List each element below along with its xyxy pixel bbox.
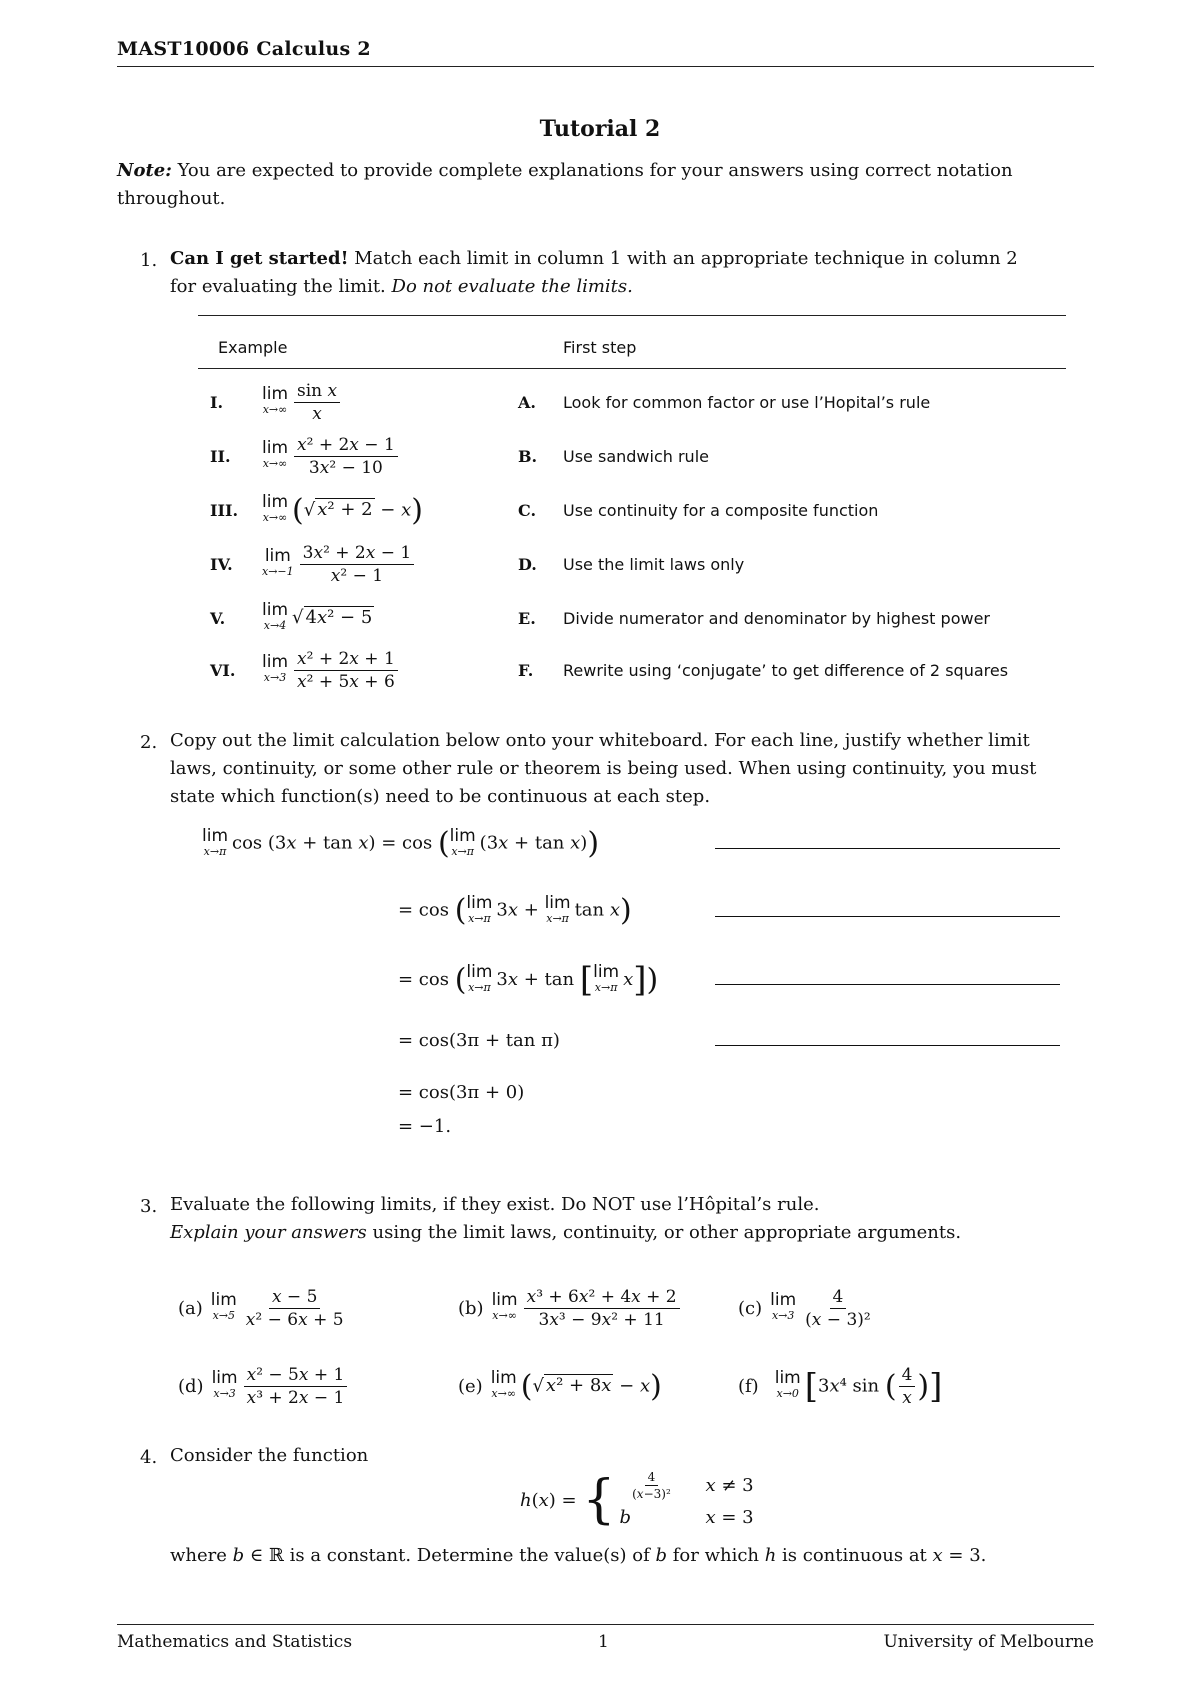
part-label: (f) [738,1375,759,1397]
q3-part-c: (c) lim x→3 $\frac{4}{\text{(x − 3)²}}$ [738,1286,871,1330]
table-header-example: Example [218,338,288,357]
row-roman: VI. [210,660,236,680]
limit-expression: lim x→3 $\frac{\text{x² + 2x + 1}}{\text{x² + 5x + 6}}$ [262,649,400,692]
q1-number: 1. [140,250,158,271]
row-roman: II. [210,446,231,466]
table-row-technique [518,436,709,476]
limit-expression: lim x→−1 $\frac{\text{3x² + 2x − 1}}{\text{x² − 1}}$ [262,543,416,586]
table-row [210,382,342,422]
row-roman: III. [210,500,239,520]
table-row [210,436,400,476]
limit-expression: lim x→4 √ 4x² − 5 [262,600,373,632]
table-top-rule [198,315,1066,316]
justification-blank [715,916,1060,917]
table-row [210,490,423,530]
calc-line-4: = cos(3π + tan π) [398,1030,560,1051]
table-header-first-step: First step [563,338,637,357]
calc-line-5: = cos(3π + 0) [398,1082,525,1103]
q4-line1: Consider the function [170,1445,369,1466]
header-rule [117,66,1094,67]
q1-line1: Match each limit in column 1 with an appropriate technique in column 2 [348,248,1018,269]
q2-line3: state which function(s) need to be continuous at each step. [170,786,711,807]
q4-text-b: is a constant. Determine the value(s) of [283,1545,656,1566]
justification-blank [715,1045,1060,1046]
q1-line2: for evaluating the limit. [170,276,392,297]
q2-number: 2. [140,732,158,753]
q3-part-d: (d) lim x→3 $\frac{\text{x² − 5x + 1}}{\text{x³ + 2x − 1}}$ [178,1366,349,1406]
note-label: Note: [117,160,172,181]
q2-line1: Copy out the limit calculation below onto your whiteboard. For each line, justify whether limit [170,730,1030,751]
q4-line2: where b ∈ ℝ is a constant. Determine the value(s) of b for which h is continuous at x = 3. [170,1545,987,1566]
justification-blank [715,984,1060,985]
page-title: Tutorial 2 [539,116,661,142]
part-label: (a) [178,1297,203,1319]
q3-number: 3. [140,1196,158,1217]
q3-italic: Explain your answers [170,1222,367,1243]
row-letter: E. [518,608,536,628]
table-row-technique [518,650,1008,690]
q3-part-a: (a) lim x→5 $\frac{x - 5}{\text{x² − 6x + 5}}$ [178,1286,344,1330]
row-letter: D. [518,554,537,574]
calc-line-1: lim x→π cos (3x + tan x) = cos ( lim x→π (3x + tan x)) [202,825,600,861]
q3-part-b: (b) lim x→∞ $\frac{\text{x³ + 6x² + 4x + 2}}{\text{3x³ − 9x² + 11}}$ [458,1288,682,1328]
part-label: (d) [178,1375,204,1397]
table-row-technique [518,490,878,530]
q3-part-f: (f) lim x→0 [3x⁴ sin ( $\frac{4}{x}$ )] [738,1364,943,1408]
table-header-rule [198,368,1066,369]
calc-line-2: = cos ( lim x→π 3x + lim x→π tan x) [398,892,632,928]
row-technique: Look for common factor or use l’Hopital’s rule [563,392,931,412]
q4-number: 4. [140,1447,158,1468]
course-header: MAST10006 Calculus 2 [117,38,371,60]
part-label: (c) [738,1297,763,1319]
row-technique: Use the limit laws only [563,554,745,574]
row-letter: A. [518,392,536,412]
q1-text [170,245,1100,301]
q3-line2: using the limit laws, continuity, or other appropriate arguments. [366,1222,962,1243]
note-text-2: throughout. [117,188,226,209]
calc-line-6: = −1. [398,1116,452,1137]
part-label: (b) [458,1297,484,1319]
row-roman: V. [210,608,226,628]
q3-text [170,1191,1100,1247]
q2-text [170,727,1100,811]
footer-left: Mathematics and Statistics [117,1632,353,1652]
row-technique: Use continuity for a composite function [563,500,879,520]
q1-bold: Can I get started! [170,248,349,269]
table-row-technique [518,598,990,638]
q3-line1: Evaluate the following limits, if they exist. Do NOT use l’Hôpital’s rule. [170,1194,820,1215]
table-row [210,598,374,638]
q2-line2: laws, continuity, or some other rule or theorem is being used. When using continuity, you must [170,758,1037,779]
calc-line-3: = cos ( lim x→π 3x + tan [ lim x→π x]) [398,960,659,1000]
table-row-technique [518,382,930,422]
note-paragraph [117,157,1097,213]
row-technique: Divide numerator and denominator by highest power [563,608,990,628]
footer-rule [117,1624,1094,1625]
footer-right: University of Melbourne [883,1632,1094,1652]
limit-expression: lim x→∞ $\frac{\text{sin x}}{x}$ [262,381,342,424]
limit-expression: lim x→∞ $\frac{\text{x² + 2x − 1}}{\text{3x² − 10}}$ [262,435,400,478]
row-roman: IV. [210,554,233,574]
page-number: 1 [598,1632,609,1652]
row-technique: Rewrite using ‘conjugate’ to get difference of 2 squares [563,660,1009,680]
part-label: (e) [458,1375,483,1397]
q3-part-e: (e) lim x→∞ (√ x² + 8x − x) [458,1368,662,1404]
row-letter: B. [518,446,538,466]
note-text: You are expected to provide complete explanations for your answers using correct notation [171,160,1013,181]
q1-italic: Do not evaluate the limits. [391,276,633,297]
row-letter: C. [518,500,537,520]
piecewise-function: h(x) = { $\frac{4}{\text{(x−3)²}}$ x ≠ 3 b x = 3 [520,1469,754,1530]
q4-text-a: where [170,1545,233,1566]
row-technique: Use sandwich rule [563,446,709,466]
q4-text-c: for which [667,1545,765,1566]
justification-blank [715,848,1060,849]
table-row [210,544,416,584]
table-row-technique [518,544,744,584]
q4-text-d: is continuous at [776,1545,933,1566]
row-letter: F. [518,660,534,680]
limit-expression: lim x→∞ (√ x² + 2 − x) [262,492,423,528]
table-row [210,650,400,690]
row-roman: I. [210,392,224,412]
